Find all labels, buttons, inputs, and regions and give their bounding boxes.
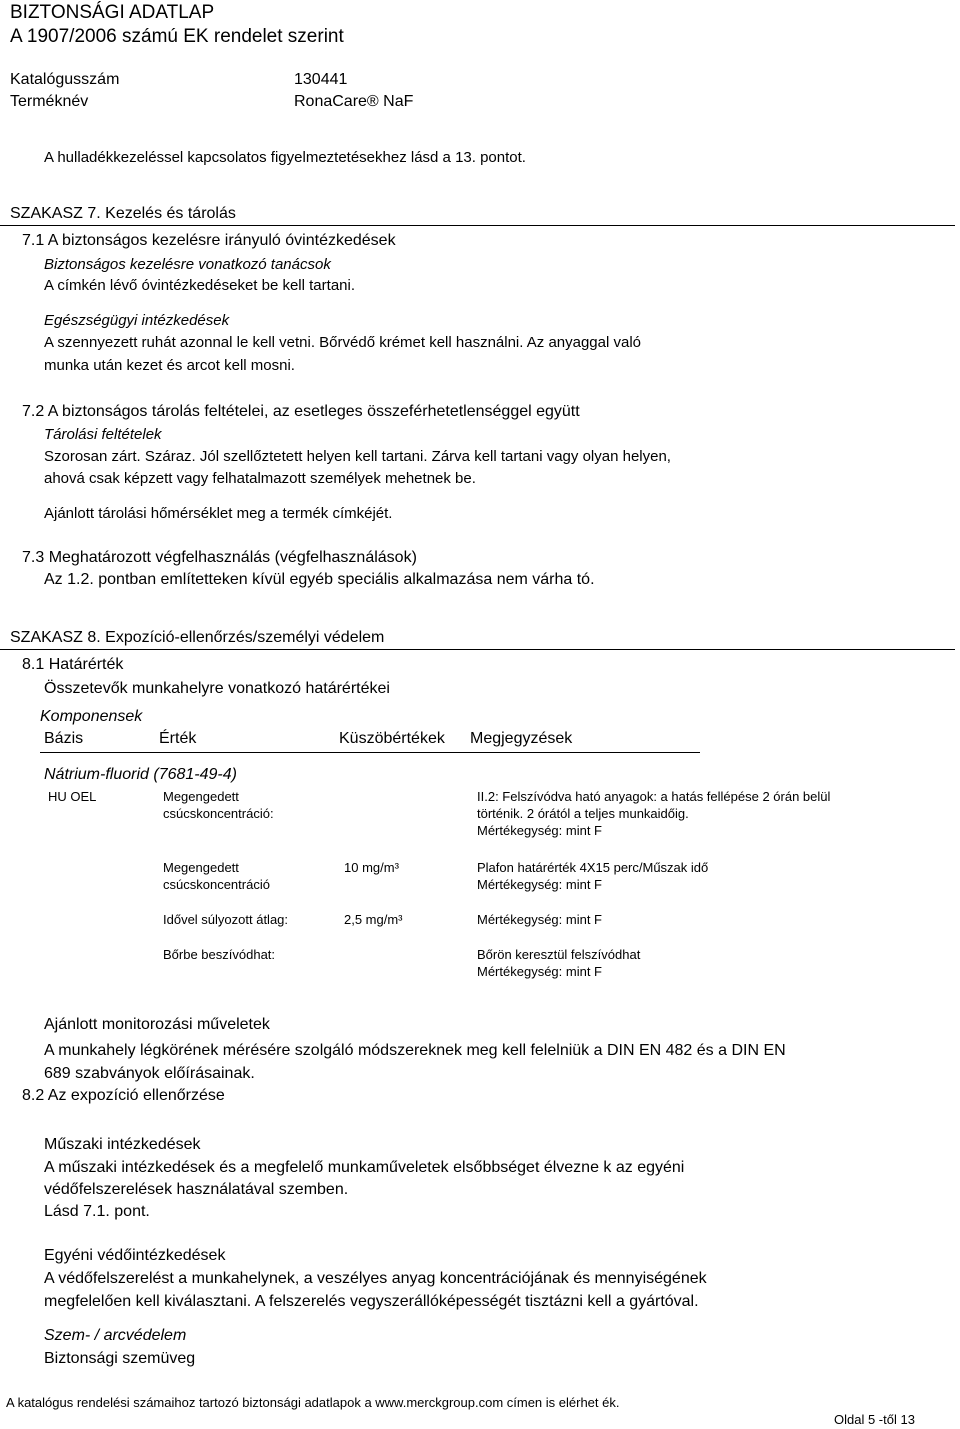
row3-threshold: 2,5 mg/m³ bbox=[344, 912, 403, 927]
column-header-value: Érték bbox=[159, 730, 197, 747]
product-label: Terméknév bbox=[10, 93, 89, 110]
ppe-text-2: megfelelően kell kiválasztani. A felszerelés vegyszerállóképességét tisztázni kell a gyártóval. bbox=[44, 1293, 699, 1310]
row2-value-line2: csúcskoncentráció bbox=[163, 877, 270, 892]
tech-measures-text-1: A műszaki intézkedések és a megfelelő munkaműveletek elsőbbséget élvezne k az egyéni bbox=[44, 1159, 685, 1176]
catalog-label: Katalógusszám bbox=[10, 71, 120, 88]
row4-note-line2: Mértékegység: mint F bbox=[477, 964, 602, 979]
tech-measures-text-2: védőfelszerelések használatával szemben. bbox=[44, 1181, 349, 1198]
monitoring-text-2: 689 szabványok előírásainak. bbox=[44, 1065, 255, 1082]
ppe-text-1: A védőfelszerelést a munkahelynek, a veszélyes anyag koncentrációjának és mennyiségének bbox=[44, 1270, 707, 1287]
eye-protection-heading: Szem- / arcvédelem bbox=[44, 1327, 187, 1344]
tech-measures-text-3: Lásd 7.1. pont. bbox=[44, 1203, 150, 1220]
column-header-base: Bázis bbox=[44, 730, 84, 747]
row1-value-line1: Megengedett bbox=[163, 789, 239, 804]
section8-rule bbox=[0, 649, 955, 650]
s71-text-label: A címkén lévő óvintézkedéseket be kell tartani. bbox=[44, 277, 356, 294]
catalog-value: 130441 bbox=[294, 71, 348, 88]
components-label: Komponensek bbox=[40, 708, 143, 725]
s81-heading: 8.1 Határérték bbox=[22, 656, 124, 673]
s71-heading: 7.1 A biztonságos kezelésre irányuló óvintézkedések bbox=[22, 232, 396, 249]
s81-subheading: Összetevők munkahelyre vonatkozó határértékei bbox=[44, 680, 390, 697]
monitoring-heading: Ajánlott monitorozási műveletek bbox=[44, 1016, 270, 1033]
column-header-threshold: Küszöbértékek bbox=[339, 730, 445, 747]
eye-protection-text: Biztonsági szemüveg bbox=[44, 1350, 196, 1367]
row4-note-line1: Bőrön keresztül felszívódhat bbox=[477, 947, 641, 962]
row4-value: Bőrbe beszívódhat: bbox=[163, 947, 276, 962]
s71-subheading-handling: Biztonságos kezelésre vonatkozó tanácsok bbox=[44, 256, 331, 273]
regulation-subtitle: A 1907/2006 számú EK rendelet szerint bbox=[10, 26, 344, 47]
s73-heading: 7.3 Meghatározott végfelhasználás (végfelhasználások) bbox=[22, 549, 417, 566]
s72-text-2: ahová csak képzett vagy felhatalmazott személyek mehetnek be. bbox=[44, 470, 476, 487]
substance-name: Nátrium-fluorid (7681-49-4) bbox=[44, 766, 237, 783]
tech-measures-heading: Műszaki intézkedések bbox=[44, 1136, 201, 1153]
footer-note: A katalógus rendelési számaihoz tartozó biztonsági adatlapok a www.merckgroup.com címen is elérhet ék. bbox=[6, 1395, 620, 1410]
page-number: Oldal 5 -től 13 bbox=[834, 1412, 915, 1427]
s72-heading: 7.2 A biztonságos tárolás feltételei, az esetleges összeférhetetlenséggel együtt bbox=[22, 403, 580, 420]
row2-threshold: 10 mg/m³ bbox=[344, 860, 399, 875]
waste-note: A hulladékkezeléssel kapcsolatos figyelmeztetésekhez lásd a 13. pontot. bbox=[44, 149, 526, 166]
column-header-notes: Megjegyzések bbox=[470, 730, 573, 747]
row2-note-line2: Mértékegység: mint F bbox=[477, 877, 602, 892]
row2-note-line1: Plafon határérték 4X15 perc/Műszak idő bbox=[477, 860, 709, 875]
s72-subheading: Tárolási feltételek bbox=[44, 426, 162, 443]
row3-note: Mértékegység: mint F bbox=[477, 912, 602, 927]
s71-text-hygiene-1: A szennyezett ruhát azonnal le kell vetni. Bőrvédő krémet kell használni. Az anyaggal való bbox=[44, 334, 642, 351]
s73-text: Az 1.2. pontban említetteken kívül egyéb speciális alkalmazása nem várha tó. bbox=[44, 571, 595, 588]
document-title: BIZTONSÁGI ADATLAP bbox=[10, 2, 215, 23]
row2-value-line1: Megengedett bbox=[163, 860, 239, 875]
row1-value-line2: csúcskoncentráció: bbox=[163, 806, 274, 821]
s82-heading: 8.2 Az expozíció ellenőrzése bbox=[22, 1087, 225, 1104]
row1-note-line3: Mértékegység: mint F bbox=[477, 823, 602, 838]
monitoring-text-1: A munkahely légkörének mérésére szolgáló módszereknek meg kell felelniük a DIN EN 482 és a DIN EN bbox=[44, 1042, 786, 1059]
s71-subheading-hygiene: Egészségügyi intézkedések bbox=[44, 312, 230, 329]
table-header-rule bbox=[40, 752, 700, 753]
section7-rule bbox=[0, 225, 955, 226]
row3-value: Idővel súlyozott átlag: bbox=[163, 912, 289, 927]
product-value: RonaCare® NaF bbox=[294, 93, 414, 110]
s72-text-1: Szorosan zárt. Száraz. Jól szellőztetett helyen kell tartani. Zárva kell tartani vagy olyan helyen, bbox=[44, 448, 671, 465]
section8-heading: SZAKASZ 8. Expozíció-ellenőrzés/személyi védelem bbox=[10, 629, 385, 646]
ppe-heading: Egyéni védőintézkedések bbox=[44, 1247, 226, 1264]
row1-base: HU OEL bbox=[48, 789, 97, 804]
row1-note-line1: II.2: Felszívódva ható anyagok: a hatás fellépése 2 órán belül bbox=[477, 789, 831, 804]
row1-note-line2: történik. 2 órától a teljes munkaidőig. bbox=[477, 806, 689, 821]
section7-heading: SZAKASZ 7. Kezelés és tárolás bbox=[10, 205, 236, 222]
s72-text-temperature: Ajánlott tárolási hőmérséklet meg a termék címkéjét. bbox=[44, 505, 393, 522]
s71-text-hygiene-2: munka után kezet és arcot kell mosni. bbox=[44, 357, 295, 374]
